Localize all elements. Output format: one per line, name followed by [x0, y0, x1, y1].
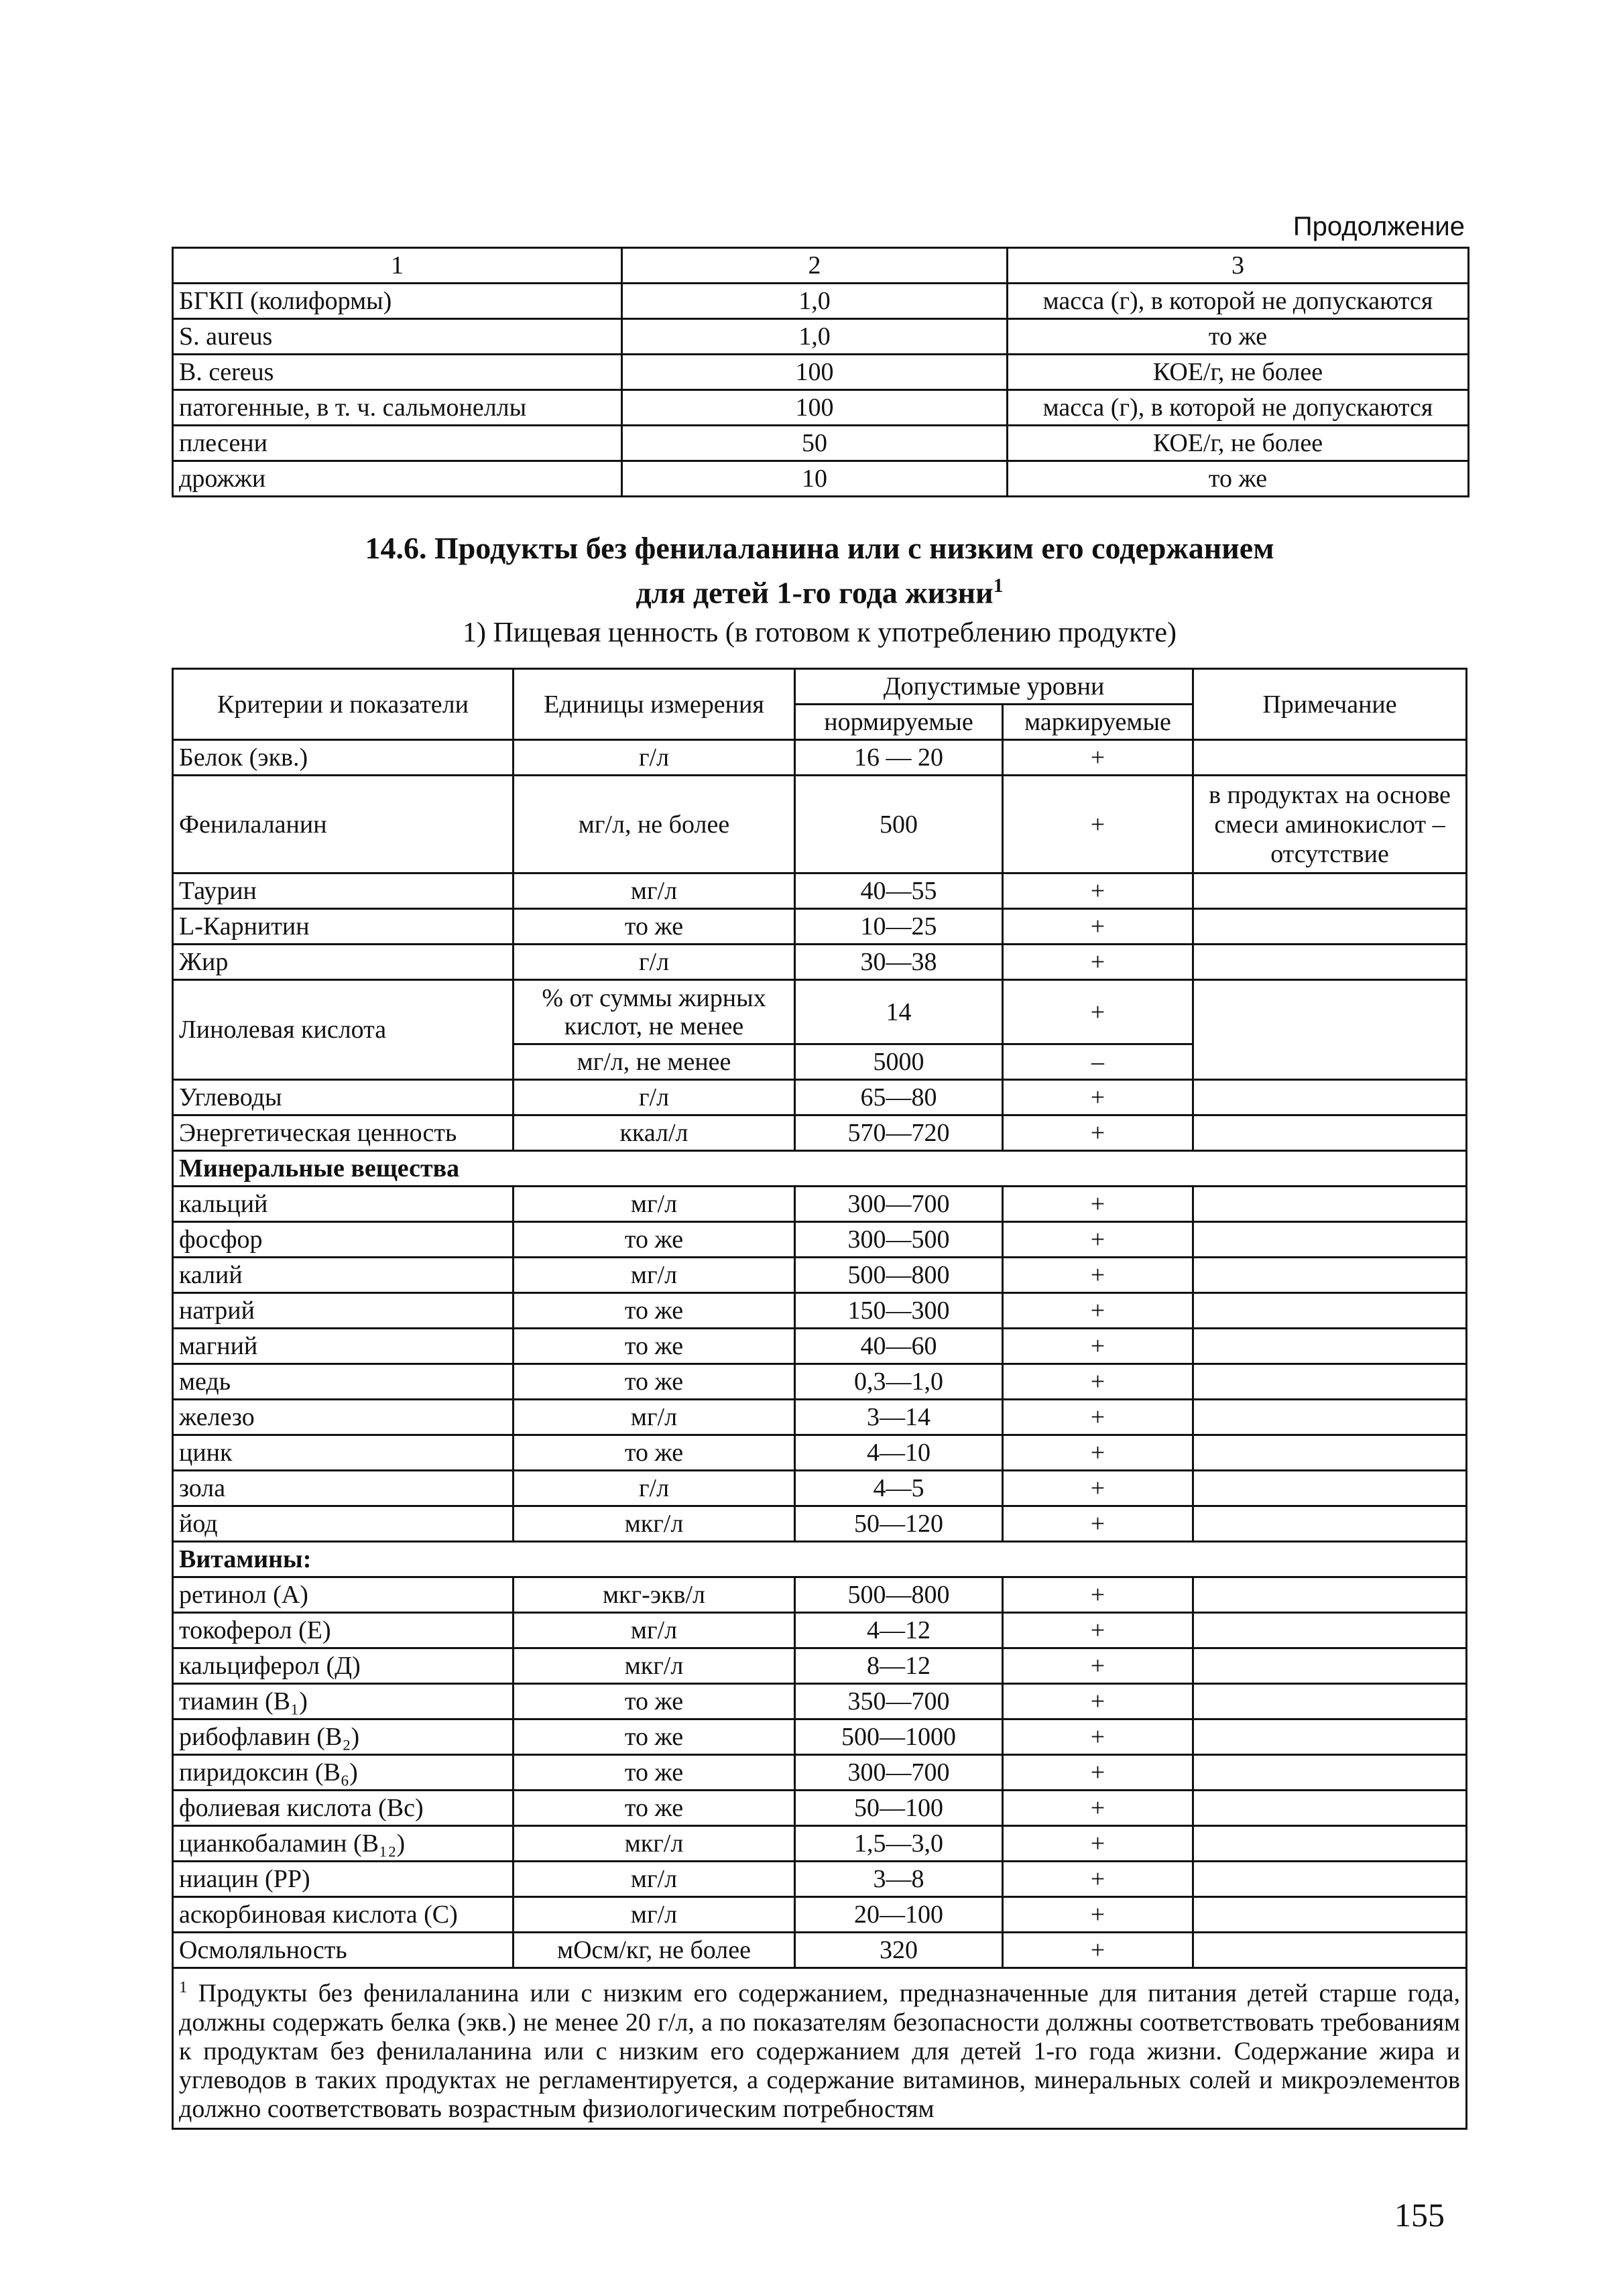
table-row: [173, 776, 1467, 873]
nutrition-table: [172, 668, 1467, 2130]
unit: мг/л, не менее: [514, 1044, 795, 1080]
labeled-mark: +: [1003, 1755, 1193, 1791]
normalized-level: 300—700: [795, 1187, 1003, 1222]
unit: ккал/л: [514, 1115, 795, 1151]
labeled-mark: +: [1003, 1258, 1193, 1293]
note: [1193, 1329, 1467, 1364]
indicator-value: 10: [622, 461, 1008, 497]
table-row: [173, 390, 1469, 426]
table-row: [173, 1826, 1467, 1862]
unit: мг/л, не более: [514, 776, 795, 873]
normalized-level: 500—800: [795, 1577, 1003, 1613]
table-header-row: [173, 669, 1467, 705]
table-row: [173, 1755, 1467, 1791]
table-row: [173, 319, 1469, 355]
table-row: [173, 909, 1467, 945]
labeled-mark: +: [1003, 740, 1193, 776]
note: [1193, 1435, 1467, 1471]
labeled-mark: +: [1003, 1293, 1193, 1329]
table-row: [173, 1258, 1467, 1293]
column-number: 1: [173, 248, 622, 284]
normalized-level: 50—120: [795, 1506, 1003, 1542]
table-row: [173, 1613, 1467, 1648]
note: [1193, 1862, 1467, 1897]
table-row: [173, 1791, 1467, 1826]
normalized-level: 320: [795, 1933, 1003, 1968]
note: [1193, 1897, 1467, 1933]
labeled-mark: +: [1003, 1897, 1193, 1933]
col-note-header: Примечание: [1193, 669, 1467, 740]
note: [1193, 1506, 1467, 1542]
table-row: [173, 1506, 1467, 1542]
criterion-name: аскорбиновая кислота (С): [173, 1897, 514, 1933]
table-row: [173, 1222, 1467, 1258]
footnote-text: Продукты без фенилаланина или с низким его содержанием, предназначенные для питания детей старше года, должны содержать белка (экв.) не менее 20 г/л, а по показателям безопасности должны соответствовать требованиям к продуктам без фенилаланина или с низким его содержанием для детей 1-го года жизни. Содержание жира и углеводов в таких продуктах не регламентируется, а содержание витаминов, минеральных солей и микроэлементов должно соответствовать возрастным физиологическим потребностям: [179, 1979, 1461, 2123]
indicator-note: то же: [1008, 319, 1469, 355]
table-row: [173, 980, 1467, 1044]
criterion-name: Таурин: [173, 873, 514, 909]
labeled-mark: +: [1003, 909, 1193, 945]
table-row: [173, 1471, 1467, 1506]
labeled-mark: +: [1003, 1471, 1193, 1506]
labeled-mark: +: [1003, 945, 1193, 980]
page-number: 155: [1394, 2196, 1445, 2234]
indicator-name: S. aureus: [173, 319, 622, 355]
note: [1193, 873, 1467, 909]
microbiology-table: [172, 247, 1469, 497]
normalized-level: 5000: [795, 1044, 1003, 1080]
labeled-mark: –: [1003, 1044, 1193, 1080]
unit: то же: [514, 1222, 795, 1258]
note: [1193, 1187, 1467, 1222]
table-row: [173, 1364, 1467, 1400]
normalized-level: 4—12: [795, 1613, 1003, 1648]
criterion-name: Фенилаланин: [173, 776, 514, 873]
table-row: [173, 1684, 1467, 1719]
note: [1193, 1826, 1467, 1862]
indicator-name: дрожжи: [173, 461, 622, 497]
table-row: [173, 1435, 1467, 1471]
minerals-section: [173, 1151, 1467, 1187]
vitamins-section: [173, 1542, 1467, 1577]
table-row: [173, 1719, 1467, 1755]
criterion-name: ретинол (А): [173, 1577, 514, 1613]
continuation-label: Продолжение: [1293, 212, 1465, 241]
labeled-mark: +: [1003, 1719, 1193, 1755]
unit: мкг/л: [514, 1506, 795, 1542]
col-normalized-header: нормируемые: [795, 705, 1003, 740]
labeled-mark: +: [1003, 1187, 1193, 1222]
criterion-name: Углеводы: [173, 1080, 514, 1115]
labeled-mark: +: [1003, 1577, 1193, 1613]
labeled-mark: +: [1003, 1933, 1193, 1968]
criterion-name: магний: [173, 1329, 514, 1364]
criterion-name: цинк: [173, 1435, 514, 1471]
note: [1193, 1755, 1467, 1791]
criterion-name: рибофлавин (B₂): [173, 1719, 514, 1755]
criterion-name: токоферол (Е): [173, 1613, 514, 1648]
unit: мОсм/кг, не более: [514, 1933, 795, 1968]
unit: мг/л: [514, 1400, 795, 1435]
normalized-level: 20—100: [795, 1897, 1003, 1933]
unit: то же: [514, 1791, 795, 1826]
normalized-level: 4—5: [795, 1471, 1003, 1506]
criterion-name: ниацин (РР): [173, 1862, 514, 1897]
note: [1193, 909, 1467, 945]
normalized-level: 14: [795, 980, 1003, 1044]
indicator-name: B. cereus: [173, 355, 622, 390]
col-units-header: Единицы измерения: [514, 669, 795, 740]
footnote-marker: 1: [179, 1978, 188, 1996]
criterion-name: фосфор: [173, 1222, 514, 1258]
note: [1193, 1933, 1467, 1968]
note: [1193, 1684, 1467, 1719]
table-header-row: [173, 248, 1469, 284]
note: в продуктах на основе смеси аминокислот – отсутствие: [1193, 776, 1467, 873]
note: [1193, 1222, 1467, 1258]
note: [1193, 1577, 1467, 1613]
section-title: [172, 530, 1467, 611]
labeled-mark: +: [1003, 1435, 1193, 1471]
unit: то же: [514, 1364, 795, 1400]
table-row: [173, 1577, 1467, 1613]
normalized-level: 10—25: [795, 909, 1003, 945]
title-footnote-marker: 1: [993, 575, 1004, 597]
normalized-level: 500—1000: [795, 1719, 1003, 1755]
indicator-value: 50: [622, 426, 1008, 461]
unit: мкг/л: [514, 1648, 795, 1684]
criterion-name: калий: [173, 1258, 514, 1293]
labeled-mark: +: [1003, 980, 1193, 1044]
unit: мг/л: [514, 873, 795, 909]
table-row: [173, 284, 1469, 319]
section-title-line2: для детей 1-го года жизни: [636, 575, 994, 610]
note: [1193, 945, 1467, 980]
footnote: [173, 1968, 1467, 2129]
labeled-mark: +: [1003, 1791, 1193, 1826]
normalized-level: 40—60: [795, 1329, 1003, 1364]
note: [1193, 1613, 1467, 1648]
unit: то же: [514, 1293, 795, 1329]
unit: то же: [514, 1435, 795, 1471]
normalized-level: 65—80: [795, 1080, 1003, 1115]
indicator-value: 100: [622, 355, 1008, 390]
criterion-name: железо: [173, 1400, 514, 1435]
note: [1193, 1364, 1467, 1400]
criterion-name: натрий: [173, 1293, 514, 1329]
normalized-level: 16 — 20: [795, 740, 1003, 776]
section-subtitle: 1) Пищевая ценность (в готовом к употреблению продукте): [463, 617, 1177, 648]
labeled-mark: +: [1003, 1506, 1193, 1542]
table-row: [173, 426, 1469, 461]
unit: мкг-экв/л: [514, 1577, 795, 1613]
note: [1193, 1293, 1467, 1329]
note: [1193, 1791, 1467, 1826]
indicator-value: 1,0: [622, 284, 1008, 319]
table-row: [173, 945, 1467, 980]
criterion-name: тиамин (B₁): [173, 1684, 514, 1719]
note: [1193, 1400, 1467, 1435]
normalized-level: 570—720: [795, 1115, 1003, 1151]
table-row: [173, 1115, 1467, 1151]
criterion-name: фолиевая кислота (Вс): [173, 1791, 514, 1826]
indicator-value: 1,0: [622, 319, 1008, 355]
col-labeled-header: маркируемые: [1003, 705, 1193, 740]
unit: то же: [514, 1755, 795, 1791]
unit: г/л: [514, 1471, 795, 1506]
table-row: [173, 355, 1469, 390]
col-levels-header: Допустимые уровни: [795, 669, 1193, 705]
note: [1193, 980, 1467, 1080]
section-title-line1: 14.6. Продукты без фенилаланина или с низким его содержанием: [365, 531, 1274, 565]
criterion-name: йод: [173, 1506, 514, 1542]
criterion-name: зола: [173, 1471, 514, 1506]
table-row: [173, 1293, 1467, 1329]
unit: мг/л: [514, 1613, 795, 1648]
table-row: [173, 1862, 1467, 1897]
indicator-name: патогенные, в т. ч. сальмонеллы: [173, 390, 622, 426]
note: [1193, 1648, 1467, 1684]
criterion-name: Энергетическая ценность: [173, 1115, 514, 1151]
indicator-name: плесени: [173, 426, 622, 461]
unit: то же: [514, 1684, 795, 1719]
unit: мг/л: [514, 1897, 795, 1933]
labeled-mark: +: [1003, 1329, 1193, 1364]
indicator-name: БГКП (колиформы): [173, 284, 622, 319]
criterion-name: Жир: [173, 945, 514, 980]
labeled-mark: +: [1003, 776, 1193, 873]
normalized-level: 1,5—3,0: [795, 1826, 1003, 1862]
unit: то же: [514, 1329, 795, 1364]
criterion-name: кальциферол (Д): [173, 1648, 514, 1684]
criterion-name: медь: [173, 1364, 514, 1400]
labeled-mark: +: [1003, 1080, 1193, 1115]
vitamins-section-title: Витамины:: [173, 1542, 1467, 1577]
labeled-mark: +: [1003, 1826, 1193, 1862]
indicator-note: КОЕ/г, не более: [1008, 355, 1469, 390]
normalized-level: 300—500: [795, 1222, 1003, 1258]
table-row: [173, 1933, 1467, 1968]
unit: то же: [514, 909, 795, 945]
normalized-level: 3—8: [795, 1862, 1003, 1897]
labeled-mark: +: [1003, 1684, 1193, 1719]
indicator-note: масса (г), в которой не допускаются: [1008, 390, 1469, 426]
normalized-level: 30—38: [795, 945, 1003, 980]
criterion-name: кальций: [173, 1187, 514, 1222]
normalized-level: 40—55: [795, 873, 1003, 909]
unit: мг/л: [514, 1862, 795, 1897]
footnote-row: [173, 1968, 1467, 2129]
labeled-mark: +: [1003, 1613, 1193, 1648]
table-row: [173, 873, 1467, 909]
normalized-level: 50—100: [795, 1791, 1003, 1826]
labeled-mark: +: [1003, 1222, 1193, 1258]
normalized-level: 8—12: [795, 1648, 1003, 1684]
criterion-name: Белок (экв.): [173, 740, 514, 776]
normalized-level: 0,3—1,0: [795, 1364, 1003, 1400]
note: [1193, 1080, 1467, 1115]
labeled-mark: +: [1003, 1862, 1193, 1897]
column-number: 3: [1008, 248, 1469, 284]
indicator-note: масса (г), в которой не допускаются: [1008, 284, 1469, 319]
unit: г/л: [514, 1080, 795, 1115]
normalized-level: 350—700: [795, 1684, 1003, 1719]
indicator-value: 100: [622, 390, 1008, 426]
normalized-level: 150—300: [795, 1293, 1003, 1329]
note: [1193, 1258, 1467, 1293]
criterion-name: Линолевая кислота: [173, 980, 514, 1080]
indicator-note: то же: [1008, 461, 1469, 497]
unit: г/л: [514, 740, 795, 776]
column-number: 2: [622, 248, 1008, 284]
table-row: [173, 1329, 1467, 1364]
normalized-level: 300—700: [795, 1755, 1003, 1791]
labeled-mark: +: [1003, 1400, 1193, 1435]
unit: % от суммы жирных кислот, не менее: [514, 980, 795, 1044]
table-row: [173, 1897, 1467, 1933]
normalized-level: 500—800: [795, 1258, 1003, 1293]
labeled-mark: +: [1003, 1364, 1193, 1400]
note: [1193, 1115, 1467, 1151]
unit: мкг/л: [514, 1826, 795, 1862]
labeled-mark: +: [1003, 1648, 1193, 1684]
criterion-name: Осмоляльность: [173, 1933, 514, 1968]
unit: г/л: [514, 945, 795, 980]
table-row: [173, 1187, 1467, 1222]
minerals-section-title: Минеральные вещества: [173, 1151, 1467, 1187]
indicator-note: КОЕ/г, не более: [1008, 426, 1469, 461]
table-row: [173, 1648, 1467, 1684]
col-criteria-header: Критерии и показатели: [173, 669, 514, 740]
criterion-name: L-Карнитин: [173, 909, 514, 945]
note: [1193, 1719, 1467, 1755]
criterion-name: цианкобаламин (B₁₂): [173, 1826, 514, 1862]
table-row: [173, 1080, 1467, 1115]
criterion-name: пиридоксин (B₆): [173, 1755, 514, 1791]
labeled-mark: +: [1003, 873, 1193, 909]
normalized-level: 500: [795, 776, 1003, 873]
normalized-level: 4—10: [795, 1435, 1003, 1471]
unit: то же: [514, 1719, 795, 1755]
labeled-mark: +: [1003, 1115, 1193, 1151]
table-row: [173, 740, 1467, 776]
note: [1193, 1471, 1467, 1506]
unit: мг/л: [514, 1258, 795, 1293]
table-row: [173, 461, 1469, 497]
unit: мг/л: [514, 1187, 795, 1222]
normalized-level: 3—14: [795, 1400, 1003, 1435]
note: [1193, 740, 1467, 776]
table-row: [173, 1400, 1467, 1435]
